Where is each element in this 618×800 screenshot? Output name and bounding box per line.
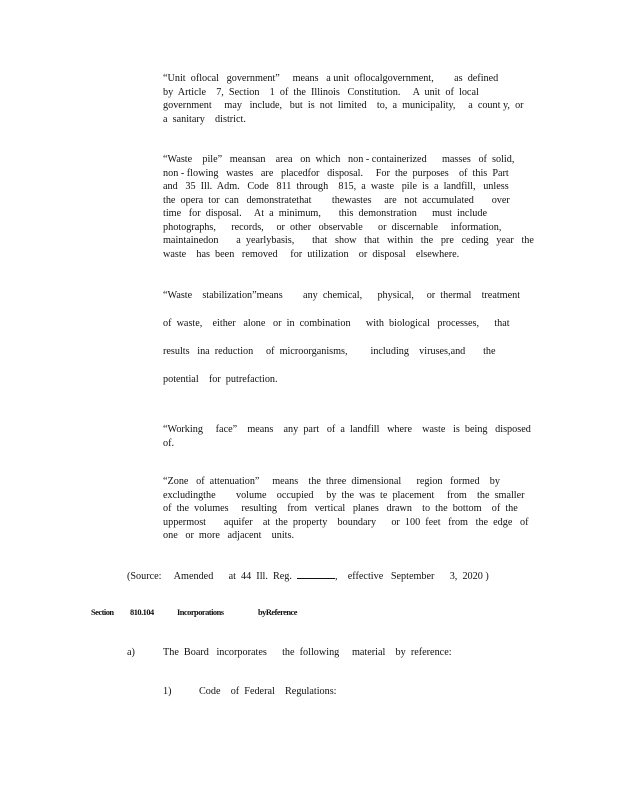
text-line: “Waste pile” meansan area on which non - containerized masses of solid, bbox=[163, 154, 515, 165]
text-line: of waste, either alone or in combination with biological processes, that bbox=[163, 318, 510, 329]
source-note bbox=[127, 569, 489, 582]
text-line: maintainedon a yearlybasis, that show that within the pre ceding year the bbox=[163, 235, 534, 246]
section-title-part-1: Incorporations bbox=[177, 608, 224, 617]
text-line: one or more adjacent units. bbox=[163, 530, 294, 541]
text-line: non - flowing wastes are placedfor disposal. For the purposes of this Part bbox=[163, 167, 509, 179]
text-line: waste has been removed for utilization or disposal elsewhere. bbox=[163, 248, 460, 260]
section-label: Section bbox=[91, 608, 114, 617]
item-1-marker: 1) bbox=[163, 686, 172, 697]
section-heading bbox=[91, 608, 297, 653]
definition-working-face bbox=[163, 423, 531, 450]
text-line: and 35 Ill. Adm. Code 811 through 815, a waste pile is a landfill, unless bbox=[163, 181, 509, 192]
section-number: 810.104 bbox=[130, 608, 154, 617]
source-prefix: (Source: Amended at 44 Ill. Reg. bbox=[127, 571, 298, 582]
text-line: “Zone of attenuation” means the three dimensional region formed by bbox=[163, 476, 500, 487]
text-line: potential for putrefaction. bbox=[163, 374, 278, 385]
text-line: a sanitary district. bbox=[163, 113, 246, 125]
text-line: the opera tor can demonstratethat thewastes are not accumulated over bbox=[163, 194, 510, 206]
definition-zone-of-attenuation bbox=[163, 475, 529, 543]
text-line: by Article 7, Section 1 of the Illinois Constitution. A unit of local bbox=[163, 86, 479, 98]
text-line: time for disposal. At a minimum, this demonstration must include bbox=[163, 208, 487, 219]
text-line: excludingthe volume occupied by the was te placement from the smaller bbox=[163, 489, 525, 501]
text-line: photographs, records, or other observable or discernable information, bbox=[163, 221, 502, 233]
text-line: results ina reduction of microorganisms, including viruses,and the bbox=[163, 346, 496, 357]
text-line: uppermost aquifer at the property boundary or 100 feet from the edge of bbox=[163, 516, 529, 528]
definition-waste-pile bbox=[163, 153, 534, 261]
text-line: “Unit oflocal government” means a unit oflocalgovernment, as defined bbox=[163, 73, 499, 84]
text-line: “Working face” means any part of a landfill where waste is being disposed bbox=[163, 424, 531, 435]
text-line: of. bbox=[163, 437, 175, 449]
source-suffix: , effective September 3, 2020 ) bbox=[335, 571, 489, 582]
item-1-text: Code of Federal Regulations: bbox=[199, 686, 337, 697]
section-title-part-2: byReference bbox=[258, 608, 297, 617]
definition-unit-of-local-government bbox=[163, 72, 525, 126]
item-a-marker: a) bbox=[127, 647, 135, 658]
text-line: of the volumes resulting from vertical planes drawn to the bottom of the bbox=[163, 503, 518, 514]
text-line: “Waste stabilization”means any chemical, physical, or thermal treatment bbox=[163, 290, 521, 301]
text-line: government may include, but is not limited to, a municipality, a count y, or bbox=[163, 100, 524, 111]
register-blank-line bbox=[297, 569, 335, 579]
item-a-text: The Board incorporates the following material by reference: bbox=[163, 647, 452, 658]
definition-waste-stabilization bbox=[163, 282, 525, 394]
